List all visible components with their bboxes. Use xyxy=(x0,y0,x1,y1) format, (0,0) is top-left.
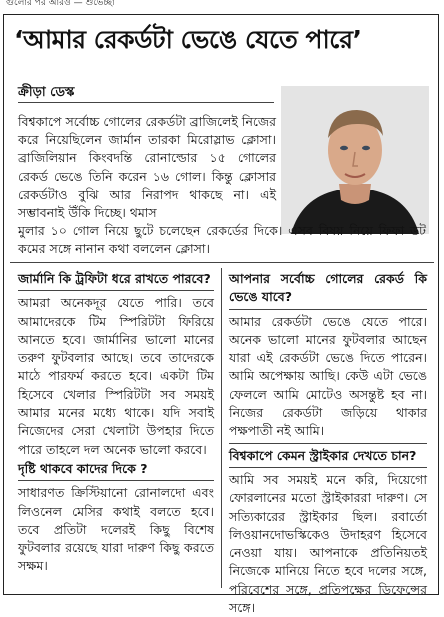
answer-text: আমার রেকর্ডটা ভেঙে যেতে পারে। অনেক ভালো মানের ফুটবলার আছেন যারা এই রেকর্ডটা ভেঙে দিতে পারেন। আমি অপেক্ষায় আছি। কেউ এটা ভেঙে ফেললে আমি মোটেও অসন্তুষ্ট হব না। নিজের রেকর্ডটা জড়িয়ে থাকার পক্ষপাতী নই আমি। xyxy=(229,313,427,439)
byline: ক্রীড়া ডেস্ক xyxy=(18,85,75,100)
section-divider xyxy=(10,262,434,263)
question-heading: আপনার সর্বোচ্চ গোলের রেকর্ড কি ভেঙে যাবে? xyxy=(229,271,427,305)
question-rule xyxy=(229,443,427,444)
question-rule xyxy=(229,309,427,310)
answer-text: সাধারণত ক্রিস্টিয়ানো রোনালদো এবং লিওনেল মেসির কথাই বলতে হবে। তবে প্রতিটা দলেরই কিছু বিশেষ ফুটবলার রয়েছে যারা দারুণ কিছু করতে সক্ষম। xyxy=(18,485,214,574)
byline-rule xyxy=(18,102,274,103)
answer-text: আমি সব সময়ই মনে করি, দিয়েগো ফোরলানের মতো স্ট্রাইকাররা দারুণ। সে সত্যিকারের স্ট্রাইকার ছিল। রবার্তো লিওয়ানদোভস্কিকেও উদাহরণ হিসেবে নেওয়া যায়। আপনাকে প্রতিনিয়তই নিজেকে মানিয়ে নিতে হবে দলের সঙ্গে, পরিবেশের সঙ্গে, প্রতিপক্ষের ডিফেন্সের সঙ্গে। xyxy=(229,471,427,616)
headline: ‘আমার রেকর্ডটা ভেঙে যেতে পারে’ xyxy=(14,25,362,54)
question-rule xyxy=(229,467,427,468)
question-heading: দৃষ্টি থাকবে কাদের দিকে ? xyxy=(18,460,148,476)
right-column xyxy=(229,270,427,617)
player-photo xyxy=(281,86,429,234)
answer-text: আমরা অনেকদূর যেতে পারি। তবে আমাদেরকে টিম স্পিরিটটা ফিরিয়ে আনতে হবে। জার্মানির ভালো মানের তরুণ ফুটবলার আছে। তবে তাদেরকে মাঠে পারফর্ম করতে হবে। একটা টিম হিসেবে খেলার স্পিরিটটা সব সময়ই আমার মনের মধ্যে থাকে। যদি সবাই নিজেদের সেরা খেলাটা উপহার দিতে পারে তাহলে দল অনেক ভালো করবে। xyxy=(18,295,214,457)
question-heading: বিশ্বকাপে কেমন স্ট্রাইকার দেখতে চান? xyxy=(229,447,417,463)
question-heading: জার্মানি কি ট্রফিটা ধরে রাখতে পারবে? xyxy=(18,271,211,286)
cropped-previous-text: গুলোর পর আরও — শুভেচ্ছা xyxy=(6,0,115,8)
question-rule xyxy=(18,290,214,291)
player-portrait-illustration xyxy=(281,86,429,234)
left-column xyxy=(18,270,214,576)
question-rule xyxy=(18,480,214,481)
column-divider xyxy=(221,268,222,588)
intro-paragraph: বিশ্বকাপে সর্বোচ্চ গোলের রেকর্ডটা ব্রাজিলেই নিজের করে নিয়েছিলেন জার্মান তারকা মিরোস্লাভ ক্লোসা। ব্রাজিলিয়ান কিংবদন্তি রোনাল্ডোর ১৫ গোলের রেকর্ড ভেঙে তিনি করেন ১৬ গোল। কিন্তু ক্লোসার রেকর্ডটাও বুঝি আর নিরাপদ থাকছে না। এই সম্ভাবনাই উঁকি দিচ্ছে। থমাস xyxy=(18,114,276,221)
intro-paragraph-continued: মুলার ১০ গোল নিয়ে ছুটে চলেছেন রেকর্ডের দিকে। এসব বিষয় নিয়ে ফিফা ডট কমের সঙ্গে নানান কথা বললেন ক্লোসা। xyxy=(18,223,426,257)
